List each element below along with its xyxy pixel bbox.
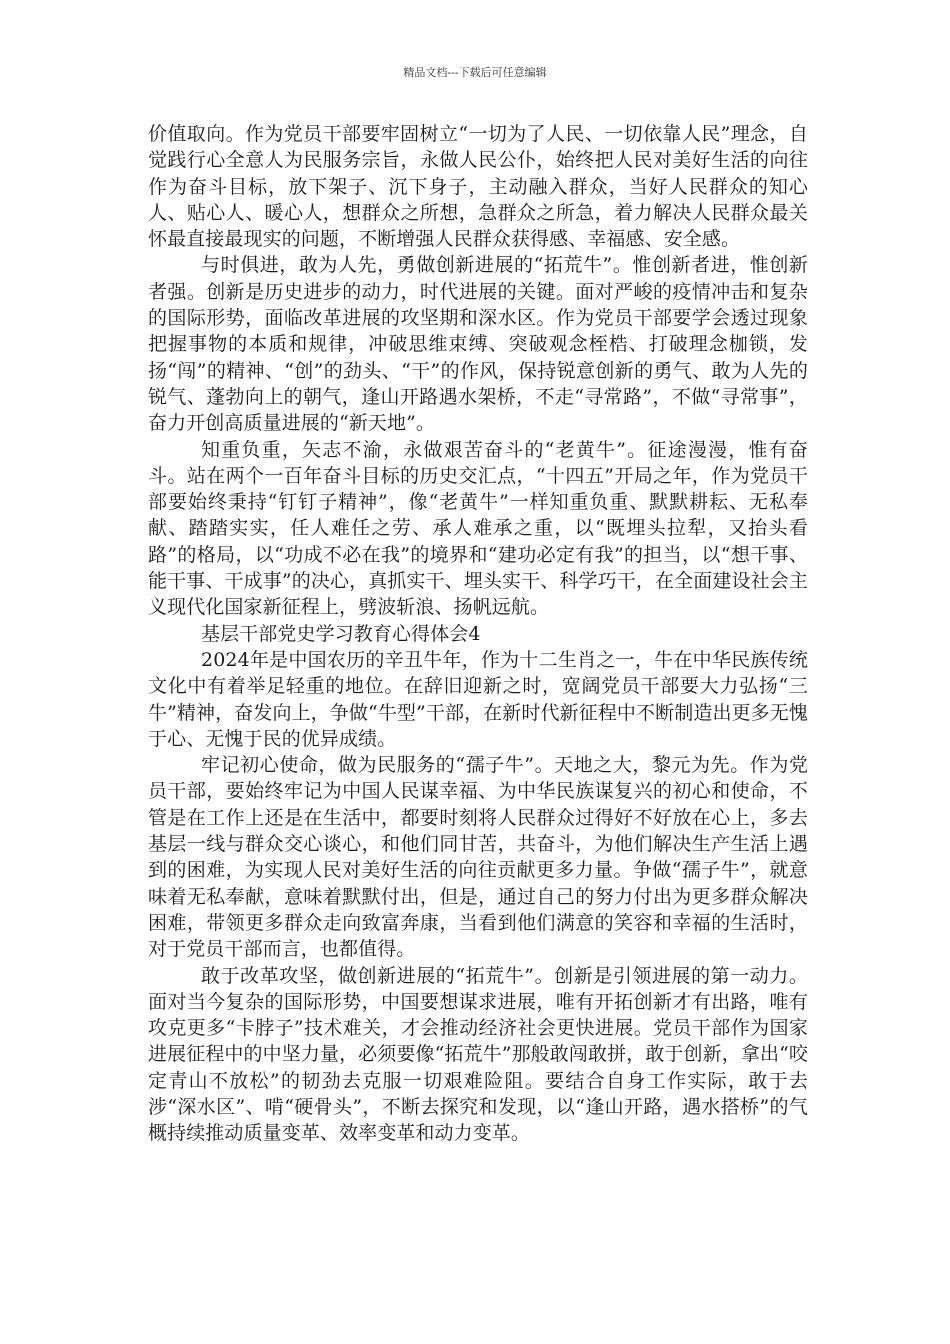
paragraph-6: 敢于改革攻坚，做创新进展的“拓荒牛”。创新是引领进展的第一动力。面对当今复杂的国际形势，中国要想谋求进展，唯有开拓创新才有出路，唯有攻克更多“卡脖子”技术难关，才会推动经济社会更快进展。党员干部作为国家进展征程中的中坚力量，必须要像“拓荒牛”那般敢闯敢拼，敢于创新，拿出“咬定青山不放松”的韧劲去克服一切艰难险阻。要结合自身工作实际，敢于去涉“深水区”、啃“硬骨头”，不断去探究和发现，以“逢山开路，遇水搭桥”的气概持续推动质量变革、效率变革和动力变革。	[148, 964, 808, 1145]
paragraph-1: 价值取向。作为党员干部要牢固树立“一切为了人民、一切依靠人民”理念，自觉践行心全意人为民服务宗旨，永做人民公仆，始终把人民对美好生活的向往作为奋斗目标，放下架子、沉下身子，主动融入群众，当好人民群众的知心人、贴心人、暖心人，想群众之所想，急群众之所急，着力解决人民群众最关怀最直接最现实的问题，不断增强人民群众获得感、幸福感、安全感。	[148, 123, 808, 251]
document-body	[148, 121, 808, 1147]
paragraph-3: 知重负重，矢志不渝，永做艰苦奋斗的“老黄牛”。征途漫漫，惟有奋斗。站在两个一百年奋斗目标的历史交汇点，“十四五”开局之年，作为党员干部要始终秉持“钉钉子精神”，像“老黄牛”一样知重负重、默默耕耘、无私奉献、踏踏实实，任人难任之劳、承人难承之重，以“既埋头拉犁，又抬头看路”的格局，以“功成不必在我”的境界和“建功必定有我”的担当，以“想干事、能干事、干成事”的决心，真抓实干、埋头实干、科学巧干，在全面建设社会主义现代化国家新征程上，劈波斩浪、扬帆远航。	[148, 438, 808, 619]
paragraph-4: 2024年是中国农历的辛丑牛年，作为十二生肖之一，牛在中华民族传统文化中有着举足轻重的地位。在辞旧迎新之时，宽阔党员干部要大力弘扬“三牛”精神，奋发向上，争做“牛型”干部，在新时代新征程中不断制造出更多无愧于心、无愧于民的优异成绩。	[148, 648, 808, 750]
paragraph-2: 与时俱进，敢为人先，勇做创新进展的“拓荒牛”。惟创新者进，惟创新者强。创新是历史进步的动力，时代进展的关键。面对严峻的疫情冲击和复杂的国际形势，面临改革进展的攻坚期和深水区。作为党员干部要学会透过现象把握事物的本质和规律，冲破思维束缚、突破观念桎梏、打破理念枷锁，发扬“闯”的精神、“创”的劲头、“干”的作风，保持锐意创新的勇气、敢为人先的锐气、蓬勃向上的朝气，逢山开路遇水架桥，不走“寻常路”，不做“寻常事”，奋力开创高质量进展的“新天地”。	[148, 254, 808, 435]
paragraph-5: 牢记初心使命，做为民服务的“孺子牛”。天地之大，黎元为先。作为党员干部，要始终牢记为中国人民谋幸福、为中华民族谋复兴的初心和使命，不管是在工作上还是在生活中，都要时刻将人民群众过得好不好放在心上，多去基层一线与群众交心谈心，和他们同甘苦，共奋斗，为他们解决生产生活上遇到的困难，为实现人民对美好生活的向往贡献更多力量。争做“孺子牛”，就意味着无私奉献，意味着默默付出，但是，通过自己的努力付出为更多群众解决困难，带领更多群众走向致富奔康，当看到他们满意的笑容和幸福的生活时，对于党员干部而言，也都值得。	[148, 754, 808, 961]
section-title: 基层干部党史学习教育心得体会4	[201, 622, 481, 645]
page-header: 精品文档---下载后可任意编辑	[403, 66, 547, 79]
